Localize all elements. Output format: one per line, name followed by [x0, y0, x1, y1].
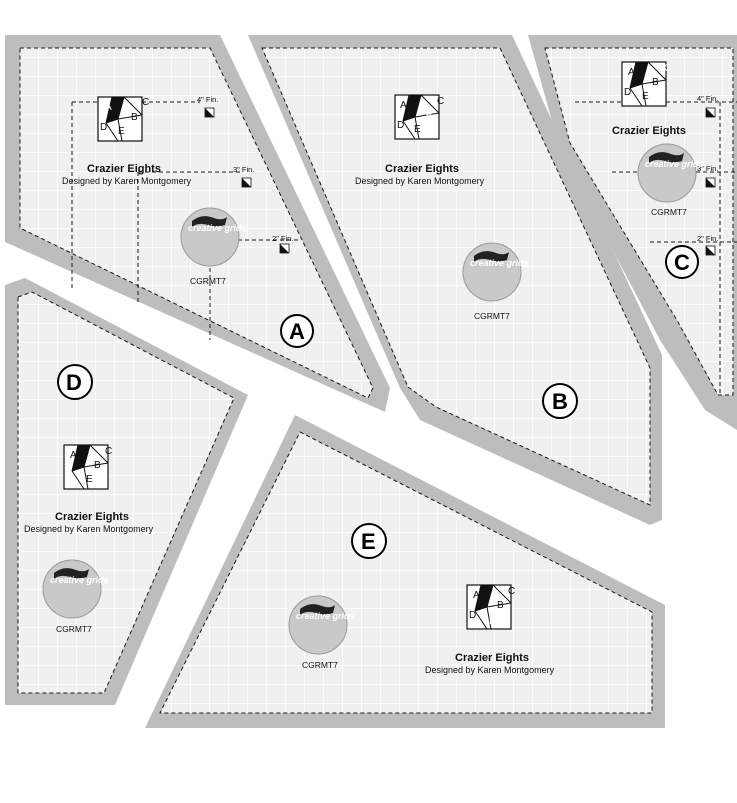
piece-letter: C: [674, 250, 690, 275]
svg-text:B: B: [426, 110, 433, 121]
fin-label-3: 3" Fin.: [697, 164, 719, 173]
svg-text:C: C: [437, 96, 445, 107]
piece-title: Crazier Eights: [612, 125, 686, 137]
piece-designer: Designed by Karen Montgomery: [355, 176, 485, 186]
logo-brand: creative grids: [645, 159, 704, 169]
fin-label-2: 2" Fin.: [272, 234, 294, 243]
svg-text:C: C: [105, 446, 113, 457]
piece-letter: E: [361, 529, 376, 554]
piece-title: Crazier Eights: [87, 163, 161, 175]
svg-text:B: B: [94, 460, 101, 471]
piece-letter: A: [289, 319, 305, 344]
piece-sku: CGRMT7: [302, 660, 338, 670]
fin-box-icon: [706, 178, 715, 187]
piece-designer: Designed by Karen Montgomery: [425, 665, 555, 675]
svg-text:D: D: [397, 120, 405, 131]
svg-text:B: B: [131, 112, 138, 123]
piece-sku: CGRMT7: [56, 624, 92, 634]
creative-grids-logo: [181, 208, 239, 266]
svg-text:D: D: [100, 122, 108, 133]
piece-letter: B: [552, 389, 568, 414]
svg-text:E: E: [86, 474, 93, 485]
svg-text:D: D: [66, 470, 74, 481]
svg-text:B: B: [497, 600, 504, 611]
logo-brand: creative grids: [188, 223, 247, 233]
fin-box-icon: [706, 108, 715, 117]
piece-designer: Designed by Karen Montgomery: [24, 524, 154, 534]
svg-text:E: E: [489, 616, 496, 627]
svg-text:D: D: [469, 610, 477, 621]
fin-box-icon: [706, 246, 715, 255]
svg-text:C: C: [142, 97, 150, 108]
piece-sku: CGRMT7: [474, 311, 510, 321]
svg-text:A: A: [70, 450, 77, 461]
fin-box-icon: [280, 244, 289, 253]
svg-text:D: D: [624, 87, 632, 98]
fin-box-icon: [242, 178, 251, 187]
piece-designer: Designed by Karen Montgomery: [62, 176, 192, 186]
svg-text:A: A: [628, 67, 635, 78]
creative-grids-logo: [638, 144, 696, 202]
svg-text:C: C: [508, 586, 516, 597]
piece-sku: CGRMT7: [190, 276, 226, 286]
svg-text:C: C: [664, 63, 672, 74]
svg-text:A: A: [473, 590, 480, 601]
svg-text:E: E: [118, 126, 125, 137]
creative-grids-logo: [289, 596, 347, 654]
creative-grids-logo: [463, 243, 521, 301]
piece-title: Crazier Eights: [55, 511, 129, 523]
fin-label-3: 3" Fin.: [233, 165, 255, 174]
logo-brand: creative grids: [470, 258, 529, 268]
logo-brand: creative grids: [296, 611, 355, 621]
svg-text:E: E: [414, 124, 421, 135]
piece-letter: D: [66, 370, 82, 395]
logo-brand: creative grids: [50, 575, 109, 585]
creative-grids-logo: [43, 560, 101, 618]
fin-label-4: 4" Fin.: [197, 95, 219, 104]
svg-text:E: E: [642, 91, 649, 102]
piece-title: Crazier Eights: [455, 652, 529, 664]
svg-text:A: A: [400, 100, 407, 111]
svg-text:B: B: [652, 77, 659, 88]
svg-text:A: A: [105, 102, 112, 113]
fin-box-icon: [205, 108, 214, 117]
fin-label-4: 4" Fin.: [697, 94, 719, 103]
piece-sku: CGRMT7: [651, 207, 687, 217]
fin-label-2: 2" Fin.: [697, 234, 719, 243]
piece-title: Crazier Eights: [385, 163, 459, 175]
